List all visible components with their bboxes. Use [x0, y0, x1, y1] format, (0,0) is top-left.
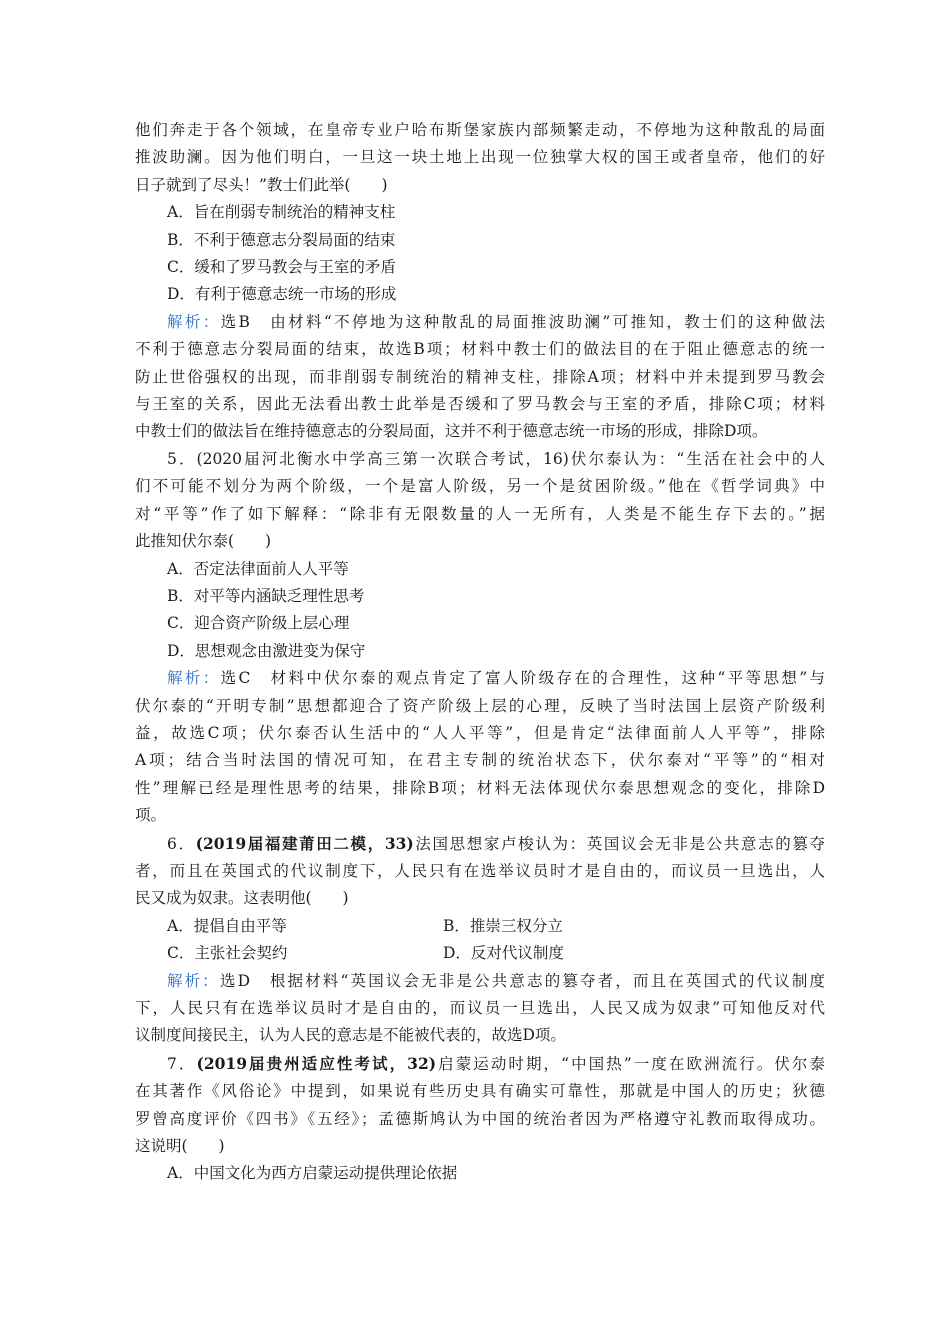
question-5 — [135, 446, 825, 830]
text-line: 对“平等”作了如下解释：“除非有无限数量的人一无所有，人类是不能生存下去的。”据 — [135, 504, 825, 523]
text-line: 项。 — [135, 806, 167, 825]
option-a: A．提倡自由平等 — [167, 916, 287, 935]
text-line: 者，而且在英国式的代议制度下，人民只有在选举议员时才是自由的，而议员一旦选出，人 — [135, 861, 825, 880]
option-a: A．否定法律面前人人平等 — [167, 559, 349, 578]
question-number: 6． — [167, 834, 196, 853]
question-text: 法国思想家卢梭认为：英国议会无非是公共意志的篡夺 — [413, 834, 825, 853]
question-source: (2019届贵州适应性考试，32) — [196, 1053, 437, 1073]
question-7 — [135, 1050, 825, 1188]
analysis-label: 解析： — [167, 312, 221, 331]
text-line: 议制度间接民主，认为人民的意志是不能被代表的，故选D项。 — [135, 1026, 566, 1045]
option-d: D．反对代议制度 — [443, 944, 564, 963]
text-line: 民又成为奴隶。这表明他( ) — [135, 889, 349, 908]
analysis-text: 选D 根据材料“英国议会无非是公共意志的篡夺者，而且在英国式的代议制度 — [219, 971, 825, 990]
text-line: 在其著作《风俗论》中提到，如果说有些历史具有确实可靠性，那就是中国人的历史；狄德 — [135, 1082, 825, 1101]
option-b: B．推崇三权分立 — [443, 916, 563, 935]
option-a: A．中国文化为西方启蒙运动提供理论依据 — [167, 1164, 458, 1183]
text-line: 们不可能不划分为两个阶级，一个是富人阶级，另一个是贫困阶级。”他在《哲学词典》中 — [135, 477, 825, 496]
text-line: 他们奔走于各个领域，在皇帝专业户哈布斯堡家族内部频繁走动，不停地为这种散乱的局面 — [135, 121, 825, 139]
options-row — [135, 913, 825, 940]
analysis-text: 选C 材料中伏尔泰的观点肯定了富人阶级存在的合理性，这种“平等思想”与 — [220, 669, 825, 688]
analysis-first-line — [135, 309, 825, 336]
document-page — [135, 117, 825, 1188]
text-line: 不利于德意志分裂局面的结束，故选B项；材料中教士们的做法目的在于阻止德意志的统一 — [135, 340, 825, 359]
option-c: C．主张社会契约 — [167, 944, 288, 963]
analysis-first-line — [135, 968, 825, 995]
analysis-text: 选B 由材料“不停地为这种散乱的局面推波助澜”可推知，教士们的这种做法 — [220, 312, 825, 331]
question-stem-line — [135, 1050, 825, 1078]
text-line: 益，故选C项；伏尔泰否认生活中的“人人平等”，但是肯定“法律面前人人平等”，排除 — [135, 723, 825, 742]
question-stem-line — [135, 830, 825, 858]
option-c: C．缓和了罗马教会与王室的矛盾 — [167, 258, 396, 277]
text-line: 伏尔泰的“开明专制”思想都迎合了资产阶级上层的心理，反映了当时法国上层资产阶级利 — [135, 696, 825, 715]
analysis-label: 解析： — [167, 669, 221, 688]
text-line: 性”理解已经是理性思考的结果，排除B项；材料无法体现伏尔泰思想观念的变化，排除D — [135, 778, 825, 797]
text-line: 这说明( ) — [135, 1137, 225, 1156]
option-a: A．旨在削弱专制统治的精神支柱 — [167, 203, 396, 222]
question-6 — [135, 830, 825, 1050]
text-line: 与王室的关系，因此无法看出教士此举是否缓和了罗马教会与王室的矛盾，排除C项；材料 — [135, 395, 825, 414]
text-line: 日子就到了尽头！”教士们此举( ) — [135, 175, 388, 194]
option-b: B．不利于德意志分裂局面的结束 — [167, 230, 396, 249]
option-d: D．有利于德意志统一市场的形成 — [167, 285, 397, 304]
text-line: 中教士们的做法旨在维持德意志的分裂局面，这并不利于德意志统一市场的形成，排除D项。 — [135, 422, 768, 441]
text-line: 此推知伏尔泰( ) — [135, 532, 272, 551]
option-b: B．对平等内涵缺乏理性思考 — [167, 586, 365, 605]
analysis-first-line — [135, 665, 825, 692]
text-line: 推波助澜。因为他们明白，一旦这一块土地上出现一位独掌大权的国王或者皇帝，他们的好 — [135, 148, 825, 167]
question-text: 启蒙运动时期，“中国热”一度在欧洲流行。伏尔泰 — [436, 1054, 825, 1073]
option-d: D．思想观念由激进变为保守 — [167, 641, 366, 660]
text-line: A项；结合当时法国的情况可知，在君主专制的统治状态下，伏尔泰对“平等”的“相对 — [135, 751, 825, 770]
text-line: 罗曾高度评价《四书》《五经》；孟德斯鸠认为中国的统治者因为严格遵守礼教而取得成功。 — [135, 1109, 825, 1128]
question-4-tail — [135, 117, 825, 446]
text-line: 防止世俗强权的出现，而非削弱专制统治的精神支柱，排除A项；材料中并未提到罗马教会 — [135, 367, 825, 386]
option-c: C．迎合资产阶级上层心理 — [167, 614, 350, 633]
question-source: (2019届福建莆田二模，33) — [195, 833, 414, 853]
text-line: 下，人民只有在选举议员时才是自由的，而议员一旦选出，人民又成为奴隶”可知他反对代 — [135, 999, 825, 1017]
question-number: 7． — [167, 1054, 197, 1073]
analysis-label: 解析： — [167, 971, 220, 990]
question-stem-line: 5．(2020届河北衡水中学高三第一次联合考试，16)伏尔泰认为：“生活在社会中的人 — [167, 449, 825, 468]
options-row — [135, 940, 825, 967]
